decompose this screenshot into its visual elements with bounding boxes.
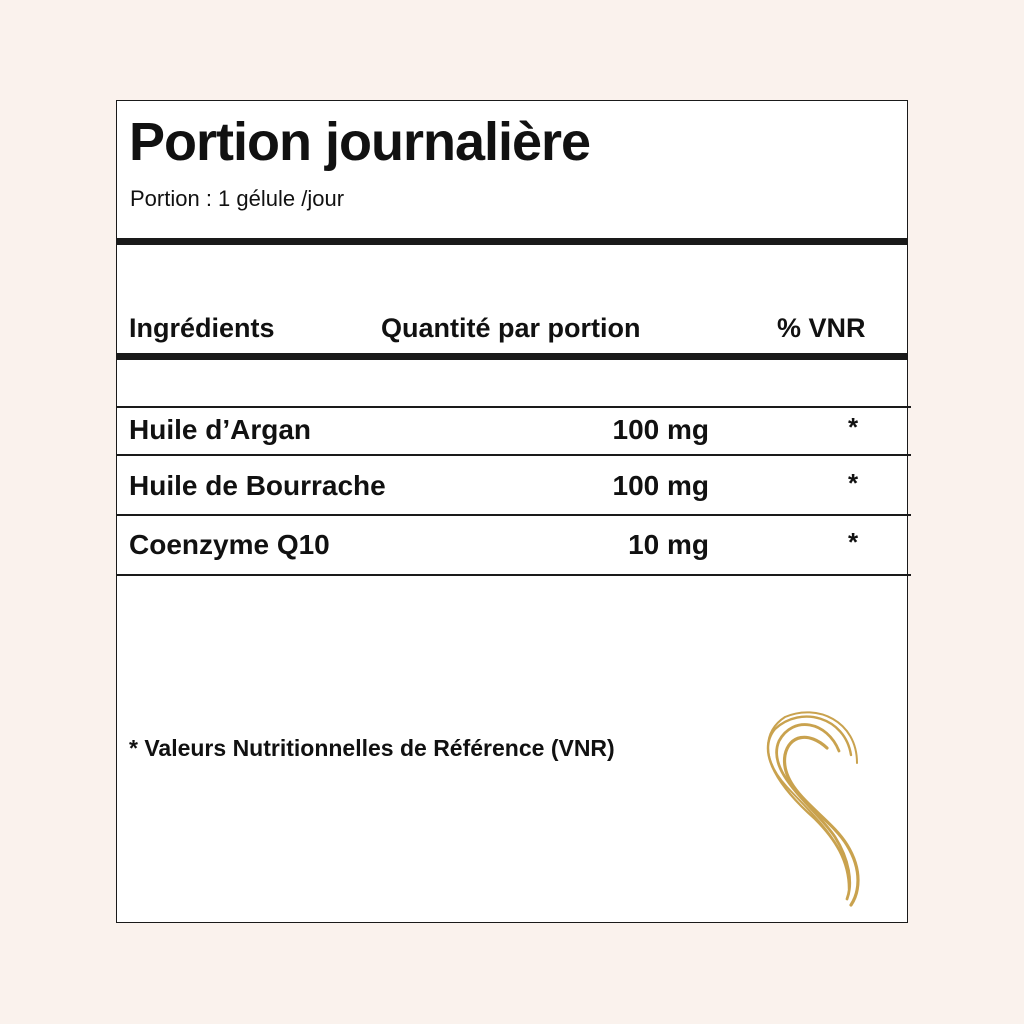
ingredient-name: Huile d’Argan xyxy=(129,414,312,445)
row-divider xyxy=(117,454,911,456)
table-row xyxy=(117,525,907,575)
divider-thick-header xyxy=(117,353,907,360)
nutrition-label xyxy=(116,100,908,923)
column-header-quantity: Quantité par portion xyxy=(381,313,641,343)
ingredient-vnr: * xyxy=(848,468,859,498)
ingredient-vnr: * xyxy=(848,412,859,442)
ingredient-name: Huile de Bourrache xyxy=(129,470,386,501)
ingredient-quantity: 10 mg xyxy=(628,529,709,560)
column-header-vnr: % VNR xyxy=(777,313,866,343)
page-title: Portion journalière xyxy=(129,112,591,172)
row-divider xyxy=(117,406,911,408)
table-row xyxy=(117,466,907,516)
footnote: * Valeurs Nutritionnelles de Référence (VNR) xyxy=(129,735,615,761)
row-divider xyxy=(117,574,911,576)
ingredient-vnr: * xyxy=(848,527,859,557)
divider-thick-top xyxy=(117,238,907,245)
column-header-ingredients: Ingrédients xyxy=(129,313,275,343)
swirl-logo-icon xyxy=(757,703,869,908)
ingredient-quantity: 100 mg xyxy=(612,470,709,501)
table-row xyxy=(117,410,907,460)
ingredient-quantity: 100 mg xyxy=(612,414,709,445)
row-divider xyxy=(117,514,911,516)
serving-size: Portion : 1 gélule /jour xyxy=(130,186,345,211)
ingredient-name: Coenzyme Q10 xyxy=(129,529,330,560)
